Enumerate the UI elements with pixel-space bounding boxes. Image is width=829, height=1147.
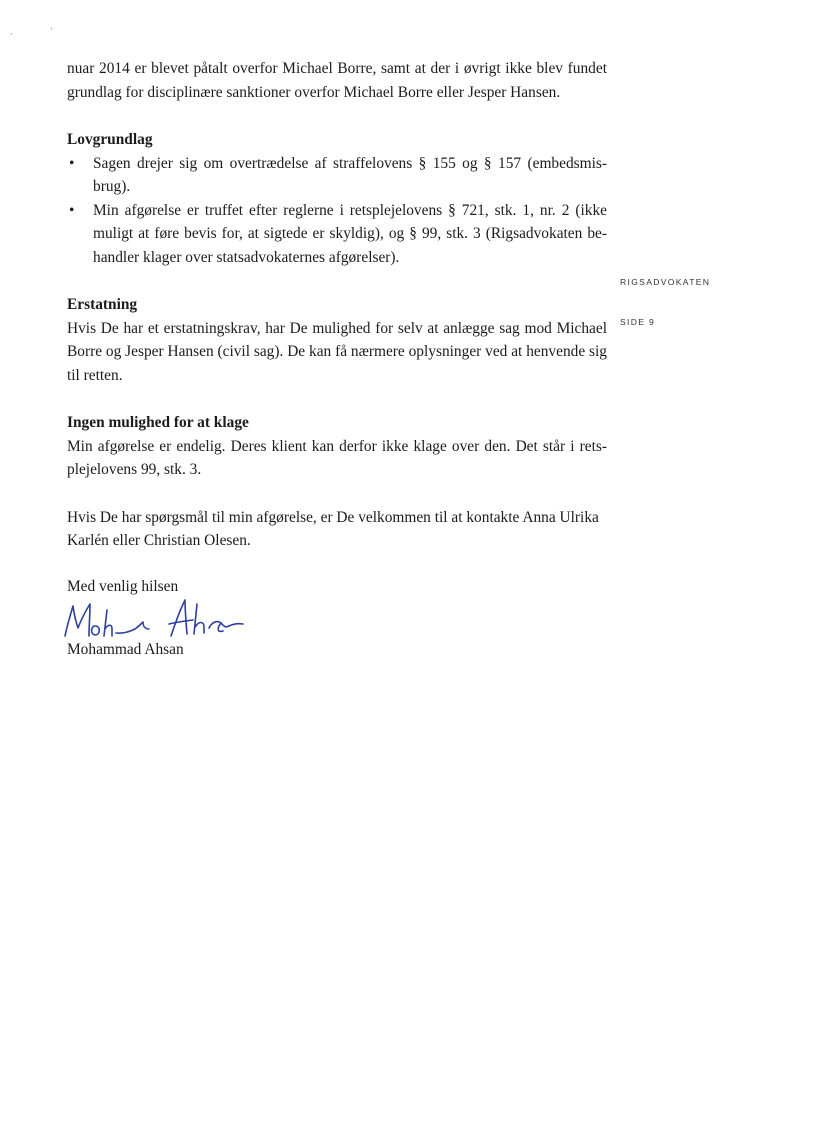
list-item (67, 199, 607, 270)
intro-paragraph: nuar 2014 er blevet påtalt overfor Michael Borre, samt at der i øvrigt ikke blev fundet grundlag for disciplinære sanktioner overfor Michael Borre eller Jesper Hansen. (67, 60, 607, 101)
no-appeal-paragraph: Min afgørelse er endelig. Deres klient kan derfor ikke klage over den. Det står i rets-plejelovens 99, stk. 3. (67, 437, 607, 478)
bullet-icon: • (69, 154, 75, 172)
section-heading-legal-basis: Lovgrundlag (67, 131, 153, 148)
bullet-icon: • (69, 201, 75, 219)
section-heading-no-appeal: Ingen mulighed for at klage (67, 414, 249, 431)
sidebar-organization: RIGSADVOKATEN (620, 277, 711, 287)
list-item-text: Sagen drejer sig om overtrædelse af straffelovens § 155 og § 157 (embedsmis-brug). (93, 154, 607, 195)
list-item (67, 152, 607, 199)
legal-basis-list (67, 152, 607, 270)
sidebar-page-number: SIDE 9 (620, 317, 656, 327)
list-item-text: Min afgørelse er truffet efter reglerne i retsplejelovens § 721, stk. 1, nr. 2 (ikke muligt at føre bevis for, at sigtede er skyldig), og § 99, stk. 3 (Rigsadvokaten be-handler klager over statsadvokaternes afgørelser). (93, 201, 607, 266)
signer-name: Mohammad Ahsan (67, 641, 184, 658)
section-heading-compensation: Erstatning (67, 296, 138, 313)
scan-specks: , ' (10, 26, 71, 36)
closing-greeting: Med venlig hilsen (67, 577, 179, 595)
letter-body (67, 57, 607, 662)
compensation-paragraph: Hvis De har et erstatningskrav, har De mulighed for selv at anlægge sag mod Michael Borre og Jesper Hansen (civil sag). De kan få nærmere oplysninger ved at henvende sig til retten. (67, 319, 607, 384)
contact-paragraph: Hvis De har spørgsmål til min afgørelse, er De velkommen til at kontakte Anna Ulrika Karlén eller Christian Olesen. (67, 508, 599, 549)
handwritten-signature (61, 596, 301, 642)
